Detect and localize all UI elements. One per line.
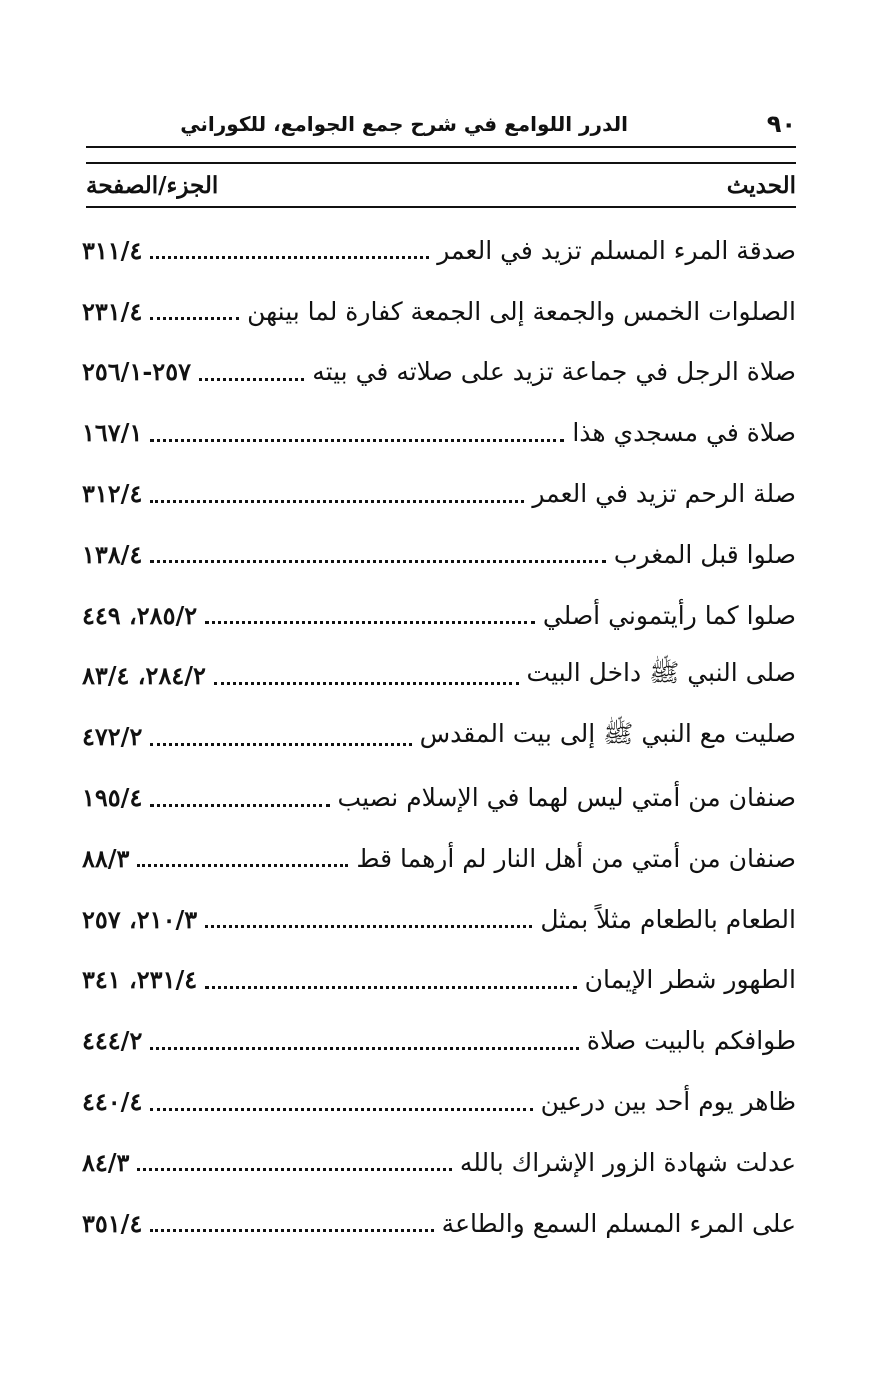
entry-volume-page: ٢٣١/٤، ٣٤١: [82, 965, 198, 995]
dot-leader: [205, 965, 577, 995]
hadith-index-list: [82, 220, 796, 1254]
entry-hadith-text: ظاهر يوم أحد بين درعين: [540, 1087, 796, 1117]
entry-volume-page: ٨٤/٣: [82, 1147, 130, 1177]
entry-hadith-text: عدلت شهادة الزور الإشراك بالله: [459, 1147, 796, 1177]
index-entry: [82, 281, 796, 342]
dot-leader: [150, 783, 329, 813]
running-head: [86, 104, 796, 144]
dot-leader: [150, 1026, 579, 1056]
entry-volume-page: ٣١١/٤: [82, 235, 143, 265]
index-entry: [82, 463, 796, 524]
dot-leader: [150, 539, 606, 569]
index-entry: [82, 706, 796, 767]
dot-leader: [150, 479, 524, 509]
page-number: ٩٠: [766, 110, 796, 138]
entry-volume-page: ١٦٧/١: [82, 418, 143, 448]
entry-hadith-text: طوافكم بالبيت صلاة: [586, 1026, 796, 1056]
index-entry: [82, 524, 796, 585]
entry-hadith-text: على المرء المسلم السمع والطاعة: [441, 1208, 796, 1238]
entry-volume-page: ٣١٢/٤: [82, 479, 143, 509]
entry-hadith-text: صليت مع النبي ﷺ إلى بيت المقدس: [419, 719, 796, 749]
entry-volume-page: ٢١٠/٣، ٢٥٧: [82, 904, 198, 934]
entry-volume-page: ٢٥٧-٢٥٦/١: [82, 357, 191, 387]
index-entry: [82, 402, 796, 463]
index-entry: [82, 889, 796, 950]
entry-hadith-text: الطهور شطر الإيمان: [584, 965, 796, 995]
column-header-volume-page: الجزء/الصفحة: [86, 172, 219, 199]
dot-leader: [150, 1087, 532, 1117]
column-header-rule: [86, 206, 796, 208]
index-entry: [82, 220, 796, 281]
entry-hadith-text: صلى النبي ﷺ داخل البيت: [526, 658, 796, 688]
entry-hadith-text: صلة الرحم تزيد في العمر: [532, 479, 796, 509]
dot-leader: [150, 418, 564, 448]
entry-volume-page: ٤٧٢/٢: [82, 722, 143, 752]
dot-leader: [137, 1147, 451, 1177]
entry-volume-page: ٨٨/٣: [82, 843, 130, 873]
entry-volume-page: ٢٨٤/٢، ٨٣/٤: [82, 661, 206, 691]
dot-leader: [150, 722, 411, 752]
index-entry: [82, 585, 796, 646]
index-entry: [82, 828, 796, 889]
entry-volume-page: ٢٣١/٤: [82, 296, 143, 326]
index-entry: [82, 342, 796, 403]
index-entry: [82, 950, 796, 1011]
entry-volume-page: ٢٨٥/٢، ٤٤٩: [82, 600, 198, 630]
entry-hadith-text: صلوا قبل المغرب: [613, 539, 796, 569]
entry-hadith-text: الصلوات الخمس والجمعة إلى الجمعة كفارة لما بينهن: [247, 296, 796, 326]
entry-hadith-text: الطعام بالطعام مثلاً بمثل: [540, 904, 796, 934]
entry-hadith-text: صنفان من أمتي من أهل النار لم أرهما قط: [356, 843, 796, 873]
entry-hadith-text: صنفان من أمتي ليس لهما في الإسلام نصيب: [337, 783, 796, 813]
column-header-hadith: الحديث: [726, 172, 796, 199]
entry-hadith-text: صلاة الرجل في جماعة تزيد على صلاته في بيته: [312, 357, 796, 387]
entry-volume-page: ٤٤٠/٤: [82, 1087, 143, 1117]
dot-leader: [205, 600, 535, 630]
entry-hadith-text: صلاة في مسجدي هذا: [572, 418, 796, 448]
entry-hadith-text: صلوا كما رأيتموني أصلي: [542, 600, 796, 630]
index-entry: [82, 767, 796, 828]
entry-volume-page: ١٩٥/٤: [82, 783, 143, 813]
entry-hadith-text: صدقة المرء المسلم تزيد في العمر: [437, 235, 796, 265]
book-title: الدرر اللوامع في شرح جمع الجوامع، للكوراني: [180, 112, 628, 136]
index-entry: [82, 1193, 796, 1254]
column-header: [86, 166, 796, 206]
index-entry: [82, 1010, 796, 1071]
index-entry: [82, 1132, 796, 1193]
entry-volume-page: ١٣٨/٤: [82, 539, 143, 569]
header-rule-top: [86, 146, 796, 148]
index-entry: [82, 646, 796, 707]
header-rule-bottom: [86, 162, 796, 164]
dot-leader: [199, 357, 304, 387]
entry-volume-page: ٣٥١/٤: [82, 1208, 143, 1238]
dot-leader: [150, 296, 239, 326]
dot-leader: [205, 904, 532, 934]
dot-leader: [137, 843, 348, 873]
index-entry: [82, 1071, 796, 1132]
dot-leader: [150, 235, 429, 265]
dot-leader: [214, 661, 519, 691]
entry-volume-page: ٤٤٤/٢: [82, 1026, 143, 1056]
dot-leader: [150, 1208, 433, 1238]
